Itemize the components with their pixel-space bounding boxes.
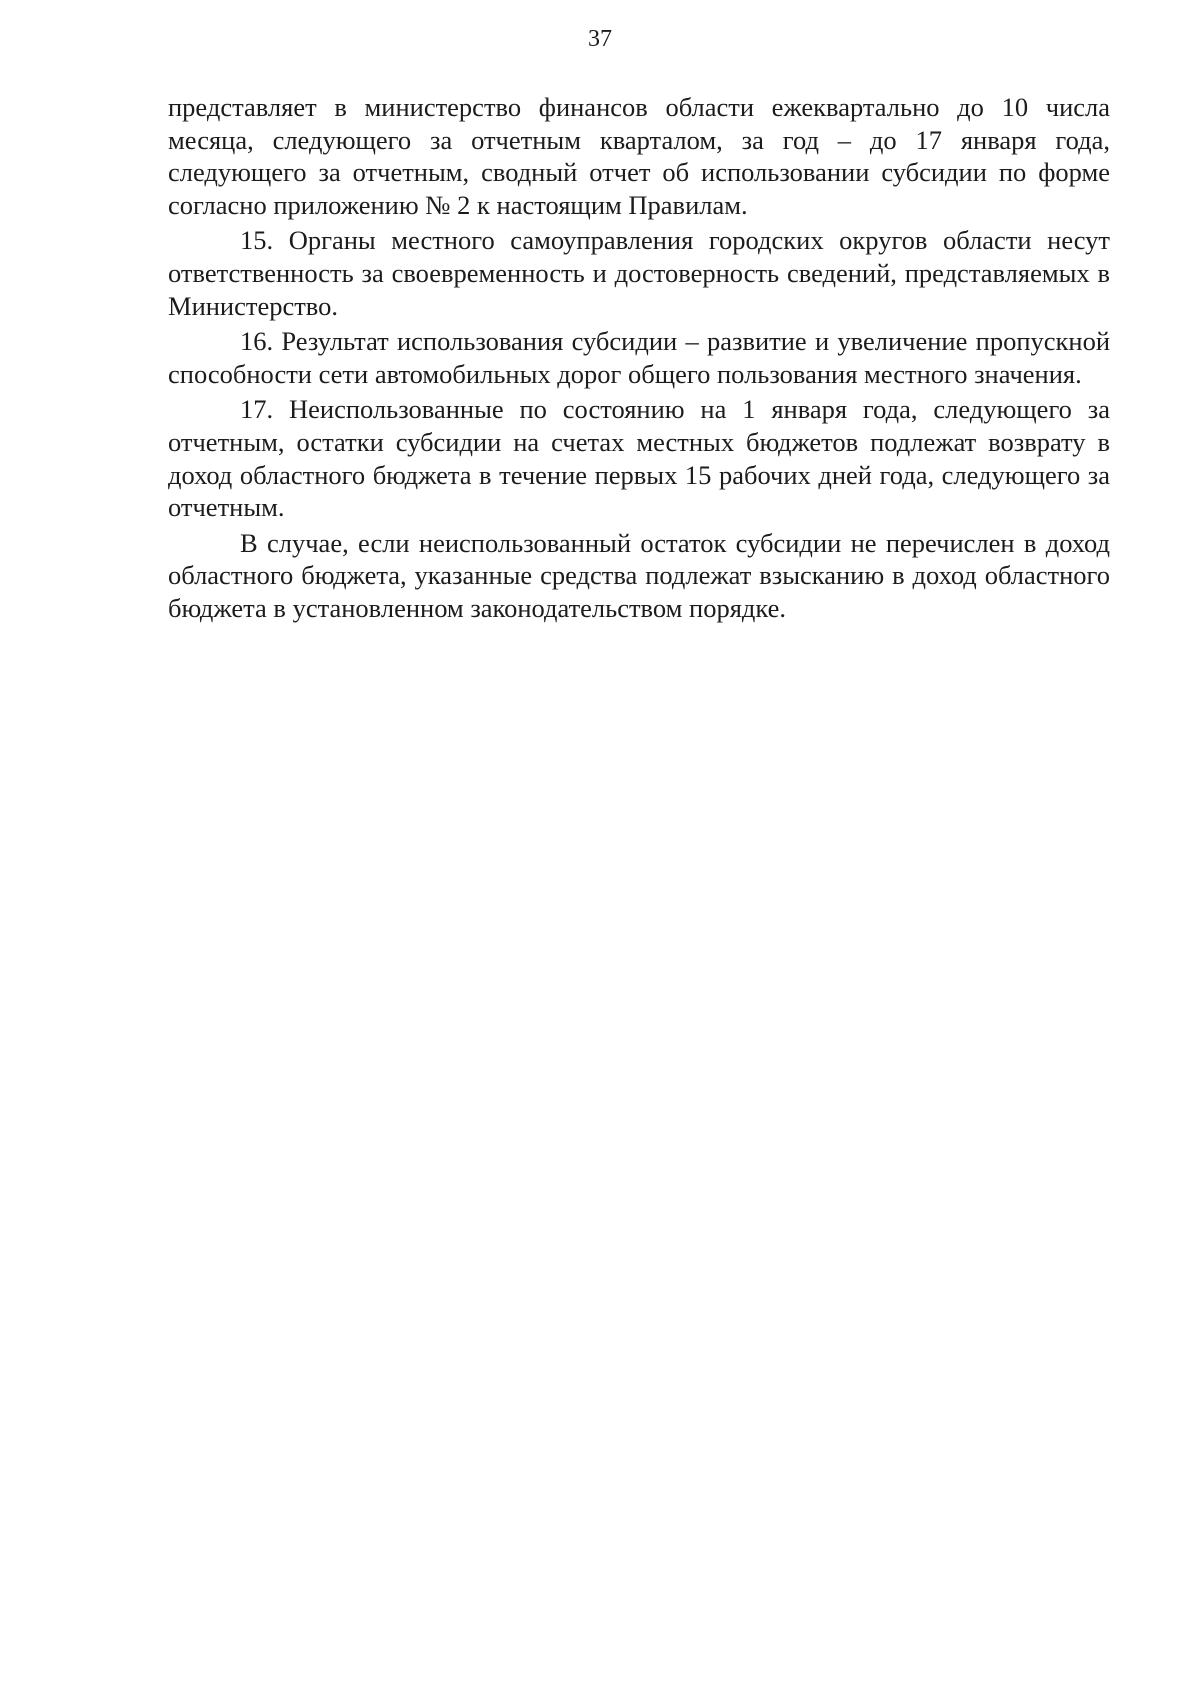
document-body — [168, 91, 1110, 625]
paragraph-item-16: 16. Результат использования субсидии – развитие и увеличение пропускной способности сети автомобильных дорог общего пользования местного значения. — [168, 326, 1110, 389]
paragraph-item-15: 15. Органы местного самоуправления городских округов области несут ответственность за своевременность и достоверность сведений, представляемых в Министерство. — [168, 225, 1110, 321]
paragraph-continuation: представляет в министерство финансов области ежеквартально до 10 числа месяца, следующего за отчетным кварталом, за год – до 17 января года, следующего за отчетным, сводный отчет об использовании субсидии по форме согласно приложению № 2 к настоящим Правилам. — [168, 92, 1110, 220]
page-number: 37 — [588, 26, 612, 52]
paragraph-item-17: 17. Неиспользованные по состоянию на 1 января года, следующего за отчетным, остатки субсидии на счетах местных бюджетов подлежат возврату в доход областного бюджета в течение первых 15 рабочих дней года, следующего за отчетным. — [168, 394, 1110, 523]
paragraph-unspent-balance: В случае, если неиспользованный остаток субсидии не перечислен в доход областного бюджета, указанные средства подлежат взысканию в доход областного бюджета в установленном законодательством порядке. — [168, 527, 1110, 623]
